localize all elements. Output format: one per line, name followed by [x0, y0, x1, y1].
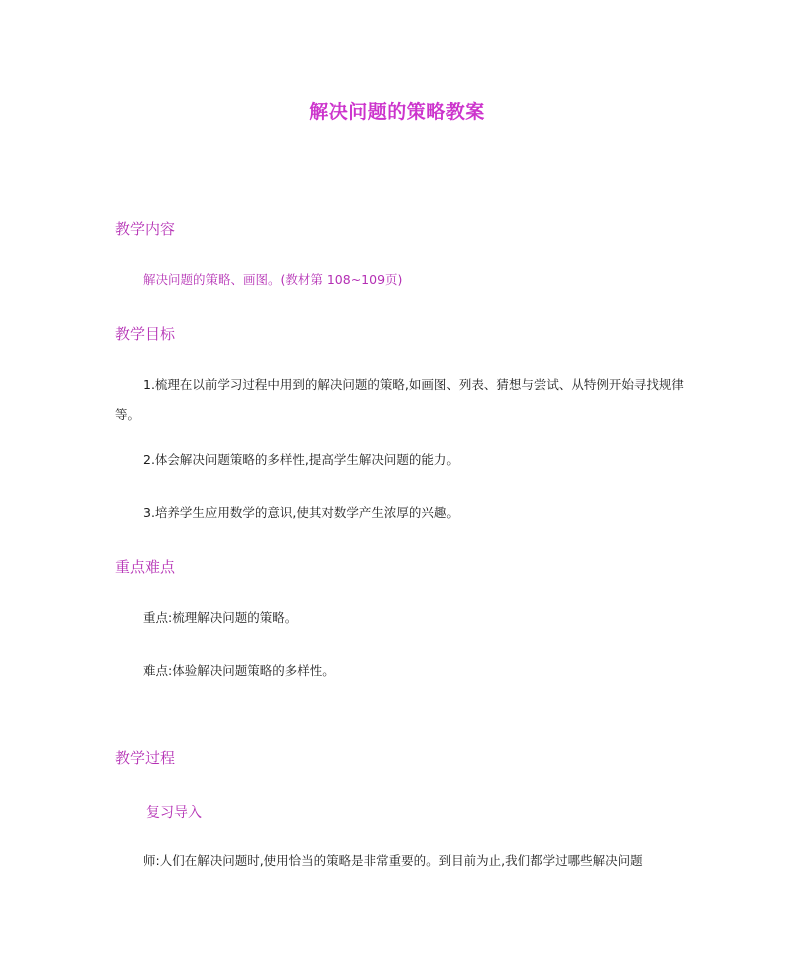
process-paragraph: 师:人们在解决问题时,使用恰当的策略是非常重要的。到目前为止,我们都学过哪些解决问题	[143, 853, 643, 868]
key-point-paragraph: 重点:梳理解决问题的策略。	[143, 610, 298, 625]
objective-paragraph-2: 2.体会解决问题策略的多样性,提高学生解决问题的能力。	[143, 452, 459, 467]
content-paragraph: 解决问题的策略、画图。(教材第 108~109页)	[143, 272, 403, 287]
difficulty-paragraph: 难点:体验解决问题策略的多样性。	[143, 663, 335, 678]
section-heading-objectives: 教学目标	[115, 325, 176, 343]
objective-paragraph-1: 1.梳理在以前学习过程中用到的解决问题的策略,如画图、列表、猜想与尝试、从特例开始寻找规律等。	[115, 377, 684, 422]
section-heading-key-points: 重点难点	[115, 558, 176, 576]
subheading-review: 复习导入	[146, 805, 202, 821]
section-heading-content: 教学内容	[115, 220, 176, 238]
objective-paragraph-3: 3.培养学生应用数学的意识,使其对数学产生浓厚的兴趣。	[143, 505, 459, 520]
section-heading-process: 教学过程	[115, 749, 176, 767]
document-title: 解决问题的策略教案	[309, 101, 485, 123]
